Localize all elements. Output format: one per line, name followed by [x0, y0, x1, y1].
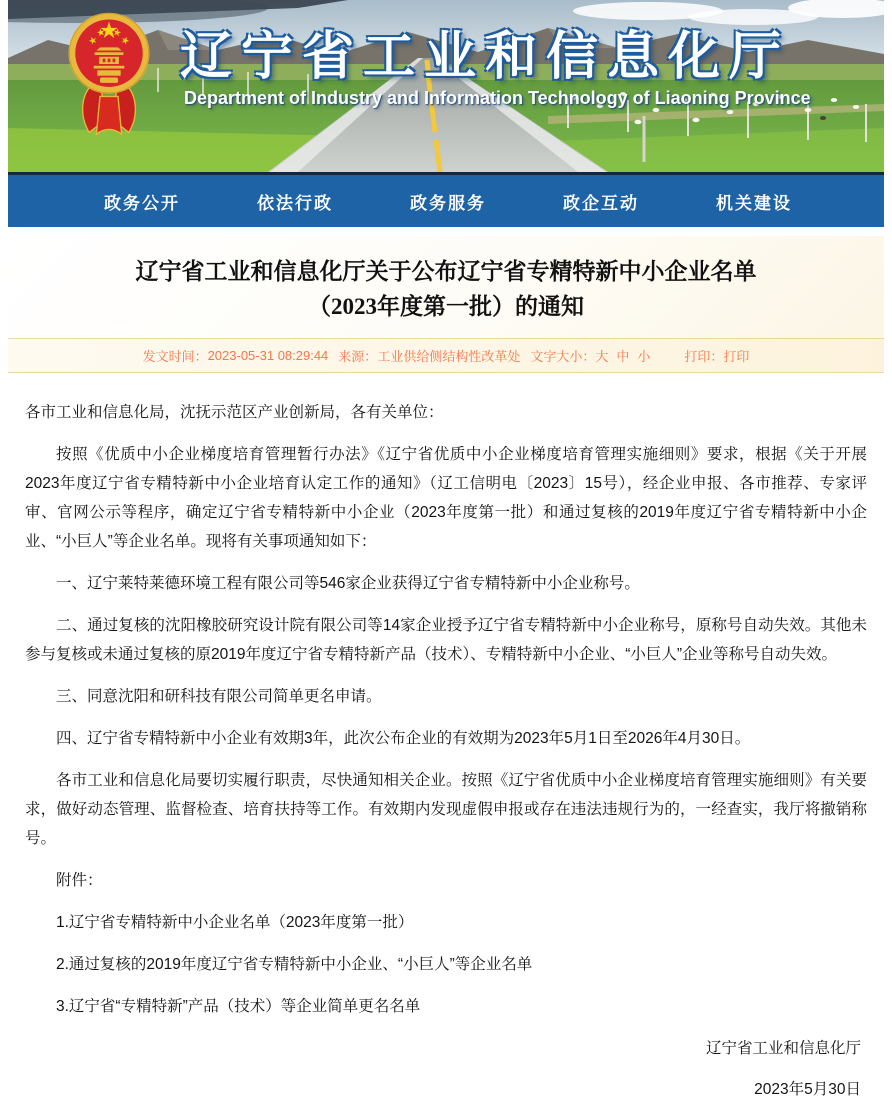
- nav-item-jiguanjianshe[interactable]: 机关建设: [716, 193, 792, 213]
- font-size-small-button[interactable]: 小: [637, 349, 651, 364]
- source-value: 工业供给侧结构性改革处: [377, 349, 521, 364]
- publish-time-value: 2023-05-31 08:29:44: [207, 348, 329, 363]
- font-size-large-button[interactable]: 大: [595, 349, 609, 364]
- site-title: 辽宁省工业和信息化厅: [180, 28, 791, 86]
- nav-item-zhengwugongkai[interactable]: 政务公开: [104, 193, 180, 213]
- attachment-link-1[interactable]: 1.辽宁省专精特新中小企业名单（2023年度第一批）: [56, 914, 414, 931]
- attachments-label: 附件：: [56, 872, 103, 889]
- article-body: [8, 373, 884, 1104]
- article-meta-bar: [8, 338, 884, 373]
- document-title: [8, 236, 884, 338]
- paragraph-item-2: 二、通过复核的沈阳橡胶研究设计院有限公司等14家企业授予辽宁省专精特新中小企业称号，原称号自动失效。其他未参与复核或未通过复核的原2019年度辽宁省专精特新产品（技术）、专精特新中小企业、“小巨人”企业等称号自动失效。: [25, 617, 867, 663]
- source-label: 来源：: [338, 349, 378, 364]
- font-size-medium-button[interactable]: 中: [616, 349, 630, 364]
- attachment-link-3[interactable]: 3.辽宁省“专精特新”产品（技术）等企业简单更名名单: [56, 998, 421, 1015]
- signature-date: 2023年5月30日: [754, 1081, 861, 1098]
- attachment-link-2[interactable]: 2.通过复核的2019年度辽宁省专精特新中小企业、“小巨人”等企业名单: [56, 956, 533, 973]
- print-button[interactable]: 打印: [723, 349, 750, 364]
- paragraph-intro: 按照《优质中小企业梯度培育管理暂行办法》《辽宁省优质中小企业梯度培育管理实施细则》要求，根据《关于开展2023年度辽宁省专精特新中小企业培育认定工作的通知》（辽工信明电〔2023〕15号），经企业申报、各市推荐、专家评审、官网公示等程序，确定辽宁省专精特新中小企业（2023年度第一批）和通过复核的2019年度辽宁省专精特新中小企业、“小巨人”等企业名单。现将有关事项通知如下：: [25, 446, 867, 550]
- signature-block: [25, 1034, 867, 1104]
- site-banner: [8, 0, 884, 172]
- paragraph-item-1: 一、辽宁莱特莱德环境工程有限公司等546家企业获得辽宁省专精特新中小企业称号。: [56, 575, 640, 592]
- nav-item-zhengwufuwu[interactable]: 政务服务: [410, 193, 486, 213]
- paragraph-item-4: 四、辽宁省专精特新中小企业有效期3年，此次公布企业的有效期为2023年5月1日至2026年4月30日。: [56, 730, 751, 747]
- site-subtitle-en: Department of Industry and Information Technology of Liaoning Province: [184, 88, 811, 108]
- main-nav: [8, 175, 884, 227]
- signature-issuer: 辽宁省工业和信息化厅: [705, 1040, 861, 1057]
- document-title-line1: 辽宁省工业和信息化厅关于公布辽宁省专精特新中小企业名单: [135, 259, 757, 284]
- page-container: [8, 0, 884, 1104]
- national-emblem-icon: [64, 6, 154, 140]
- font-size-label: 文字大小：: [530, 349, 596, 364]
- paragraph-requirements: 各市工业和信息化局要切实履行职责，尽快通知相关企业。按照《辽宁省优质中小企业梯度培育管理实施细则》有关要求，做好动态管理、监督检查、培育扶持等工作。有效期内发现虚假申报或存在违法违规行为的，一经查实，我厅将撤销称号。: [25, 772, 867, 847]
- document-title-panel: [8, 236, 884, 373]
- nav-item-yifaxingzheng[interactable]: 依法行政: [257, 193, 333, 213]
- salutation: 各市工业和信息化局，沈抚示范区产业创新局，各有关单位：: [25, 404, 444, 421]
- document-title-line2: （2023年度第一批）的通知: [308, 294, 584, 319]
- publish-time-label: 发文时间：: [142, 349, 208, 364]
- nav-item-zhengqihudong[interactable]: 政企互动: [563, 193, 639, 213]
- paragraph-item-3: 三、同意沈阳和研科技有限公司简单更名申请。: [56, 688, 382, 705]
- print-label: 打印：: [684, 349, 724, 364]
